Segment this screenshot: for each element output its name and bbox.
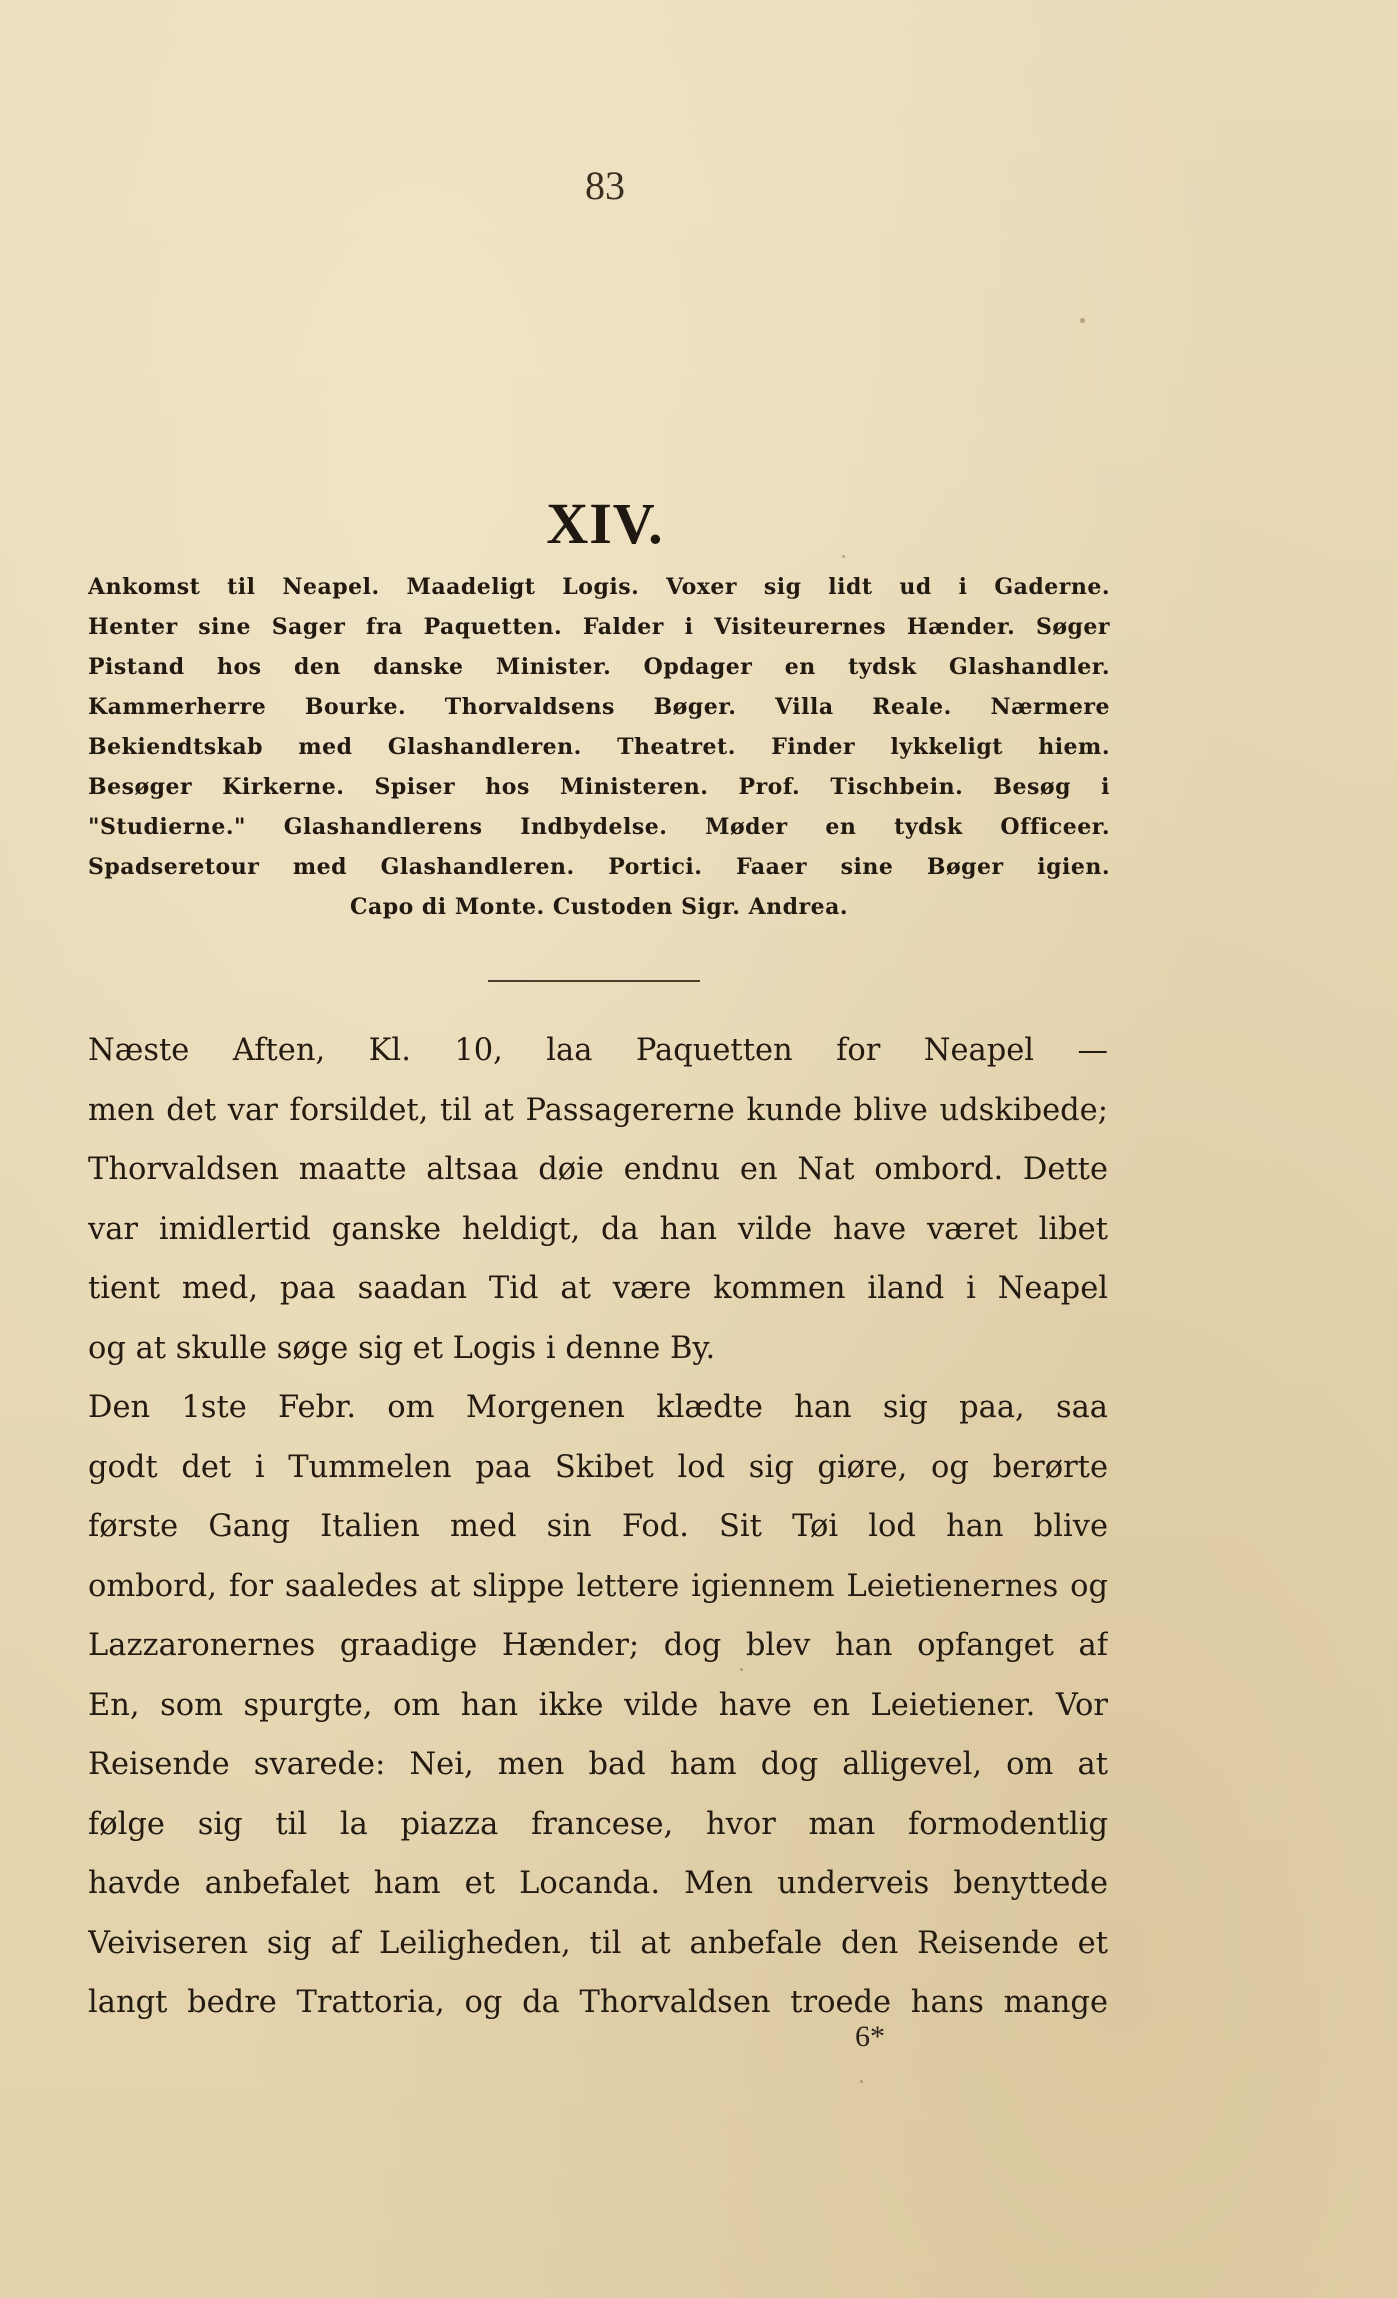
- paper-speck: [1080, 318, 1085, 323]
- body-line: Næste Aften, Kl. 10, laa Paquetten for Neapel —: [88, 1033, 1108, 1068]
- summary-line: Besøger Kirkerne. Spiser hos Ministeren. Prof. Tischbein. Besøg i: [88, 774, 1110, 800]
- signature-mark: 6*: [855, 2020, 885, 2053]
- body-line: følge sig til la piazza francese, hvor man formodentlig: [88, 1806, 1108, 1842]
- chapter-title: XIV.: [546, 491, 664, 556]
- paper-speck: [842, 555, 845, 558]
- summary-line: Pistand hos den danske Minister. Opdager en tydsk Glashandler.: [88, 654, 1110, 680]
- summary-line: "Studierne." Glashandlerens Indbydelse. Møder en tydsk Officeer.: [88, 814, 1110, 840]
- summary-line: Ankomst til Neapel. Maadeligt Logis. Voxer sig lidt ud i Gaderne.: [88, 574, 1110, 600]
- body-line: var imidlertid ganske heldigt, da han vilde have været libet: [88, 1211, 1108, 1247]
- body-line: ombord, for saaledes at slippe lettere igiennem Leietienernes og: [88, 1568, 1108, 1604]
- body-line: Thorvaldsen maatte altsaa døie endnu en Nat ombord. Dette: [88, 1152, 1108, 1187]
- body-line: men det var forsildet, til at Passagererne kunde blive udskibede;: [88, 1092, 1108, 1128]
- body-line: tient med, paa saadan Tid at være kommen iland i Neapel: [88, 1271, 1108, 1306]
- body-line: Den 1ste Febr. om Morgenen klædte han sig paa, saa: [88, 1390, 1108, 1425]
- paper-speck: [740, 1668, 743, 1671]
- body-line: og at skulle søge sig et Logis i denne By.: [88, 1330, 716, 1366]
- page-number: 83: [585, 163, 625, 208]
- summary-line: Henter sine Sager fra Paquetten. Falder i Visiteurernes Hænder. Søger: [88, 614, 1110, 640]
- section-divider: [488, 980, 700, 982]
- body-line: Reisende svarede: Nei, men bad ham dog alligevel, om at: [88, 1747, 1108, 1782]
- body-line: første Gang Italien med sin Fod. Sit Tøi lod han blive: [88, 1509, 1108, 1544]
- body-line: En, som spurgte, om han ikke vilde have en Leietiener. Vor: [88, 1687, 1108, 1723]
- body-text: [88, 1021, 1108, 2033]
- summary-line: Kammerherre Bourke. Thorvaldsens Bøger. Villa Reale. Nærmere: [88, 694, 1110, 720]
- summary-line: Bekiendtskab med Glashandleren. Theatret. Finder lykkeligt hiem.: [88, 734, 1110, 760]
- chapter-summary: [88, 567, 1110, 927]
- summary-line: Capo di Monte. Custoden Sigr. Andrea.: [349, 894, 849, 920]
- paper-speck: [860, 2080, 863, 2083]
- body-line: Veiviseren sig af Leiligheden, til at anbefale den Reisende et: [88, 1925, 1108, 1961]
- body-line: havde anbefalet ham et Locanda. Men underveis benyttede: [88, 1866, 1108, 1901]
- body-line: langt bedre Trattoria, og da Thorvaldsen troede hans mange: [88, 1985, 1108, 2020]
- body-line: godt det i Tummelen paa Skibet lod sig giøre, og berørte: [88, 1449, 1108, 1485]
- body-line: Lazzaronernes graadige Hænder; dog blev han opfanget af: [88, 1628, 1108, 1663]
- summary-line: Spadseretour med Glashandleren. Portici. Faaer sine Bøger igien.: [88, 854, 1110, 880]
